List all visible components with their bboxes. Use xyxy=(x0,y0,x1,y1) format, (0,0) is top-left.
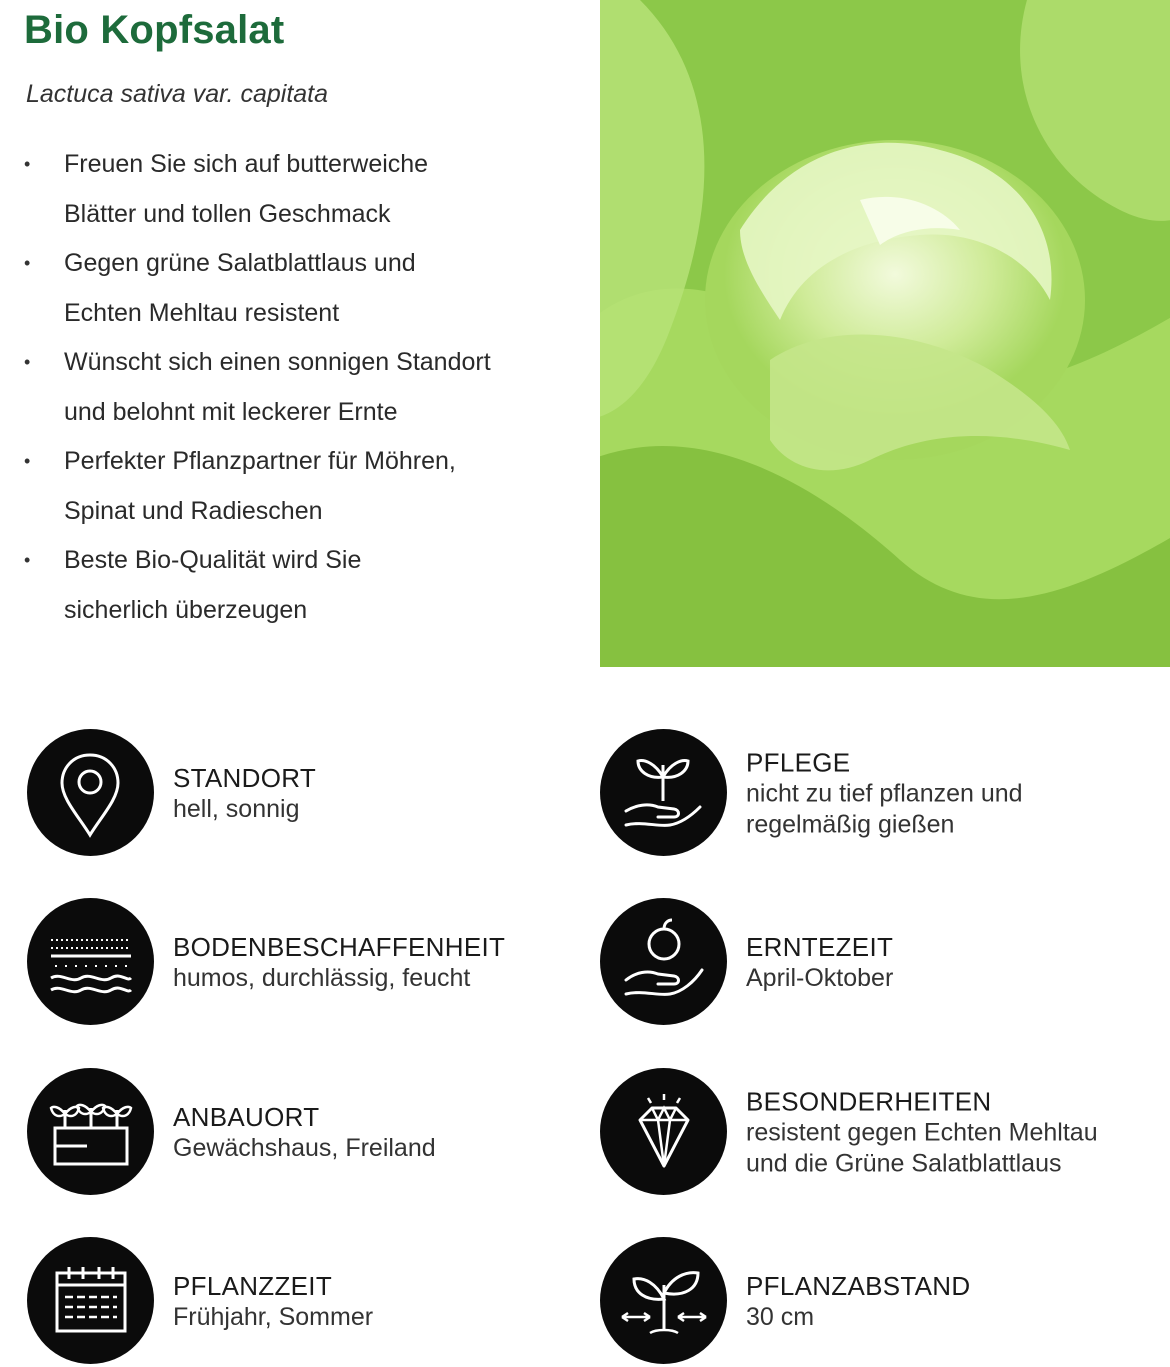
feature-besonderheiten xyxy=(600,1068,1160,1198)
feature-heading: BODENBESCHAFFENHEIT xyxy=(173,932,506,962)
bullet-item xyxy=(24,239,584,338)
bullet-line: Blätter und tollen Geschmack xyxy=(64,199,391,228)
feature-value xyxy=(746,779,1166,841)
feature-heading: BESONDERHEITEN xyxy=(746,1086,992,1117)
bullet-line: sicherlich überzeugen xyxy=(64,595,308,624)
feature-value: April-Oktober xyxy=(746,964,894,992)
feature-pflege xyxy=(600,729,1160,859)
location-pin-icon xyxy=(27,729,154,856)
bullet-item xyxy=(24,140,584,239)
feature-bullet-list xyxy=(24,140,584,635)
bullet-item xyxy=(24,338,584,437)
plant-spacing-icon xyxy=(600,1237,727,1364)
feature-value: hell, sonnig xyxy=(173,795,300,823)
feature-value-line: regelmäßig gießen xyxy=(746,810,955,839)
feature-value: 30 cm xyxy=(746,1303,815,1331)
feature-pflanzabstand xyxy=(600,1237,1160,1367)
calendar-icon xyxy=(27,1237,154,1364)
feature-erntezeit xyxy=(600,898,1160,1028)
bullet-line: Perfekter Pflanzpartner für Möhren, xyxy=(64,447,456,475)
bullet-line: Echten Mehltau resistent xyxy=(64,298,340,327)
feature-bodenbeschaffenheit xyxy=(27,898,587,1028)
feature-heading: ERNTEZEIT xyxy=(746,932,894,962)
bullet-item xyxy=(24,536,584,635)
diamond-icon xyxy=(600,1068,727,1195)
feature-value: Frühjahr, Sommer xyxy=(173,1303,374,1331)
bullet-line: und belohnt mit leckerer Ernte xyxy=(64,397,398,426)
soil-layers-icon xyxy=(27,898,154,1025)
bullet-item xyxy=(24,437,584,536)
bullet-line: Beste Bio-Qualität wird Sie xyxy=(64,546,362,574)
feature-value-line: resistent gegen Echten Mehltau xyxy=(746,1118,1098,1147)
feature-heading: PFLEGE xyxy=(746,747,851,778)
feature-heading: ANBAUORT xyxy=(173,1102,320,1132)
feature-pflanzzeit xyxy=(27,1237,587,1367)
feature-anbauort xyxy=(27,1068,587,1198)
feature-heading: PFLANZZEIT xyxy=(173,1271,333,1301)
lettuce-photo xyxy=(600,0,1170,667)
feature-value xyxy=(746,1118,1166,1180)
bullet-line: Spinat und Radieschen xyxy=(64,496,323,525)
feature-heading: PFLANZABSTAND xyxy=(746,1271,971,1301)
seedling-hand-icon xyxy=(600,729,727,856)
bullet-line: Freuen Sie sich auf butterweiche xyxy=(64,150,429,178)
product-title: Bio Kopfsalat xyxy=(24,8,285,52)
lettuce-illustration xyxy=(600,0,1170,667)
bullet-line: Gegen grüne Salatblattlaus und xyxy=(64,249,416,277)
feature-value: Gewächshaus, Freiland xyxy=(173,1134,436,1162)
feature-heading: STANDORT xyxy=(173,763,317,793)
planter-box-icon xyxy=(27,1068,154,1195)
feature-value-line: und die Grüne Salatblattlaus xyxy=(746,1149,1062,1178)
latin-name: Lactuca sativa var. capitata xyxy=(26,80,329,108)
feature-value: humos, durchlässig, feucht xyxy=(173,964,471,992)
bullet-line: Wünscht sich einen sonnigen Standort xyxy=(64,348,491,376)
feature-value-line: nicht zu tief pflanzen und xyxy=(746,779,1023,808)
feature-standort xyxy=(27,729,587,859)
apple-hand-icon xyxy=(600,898,727,1025)
